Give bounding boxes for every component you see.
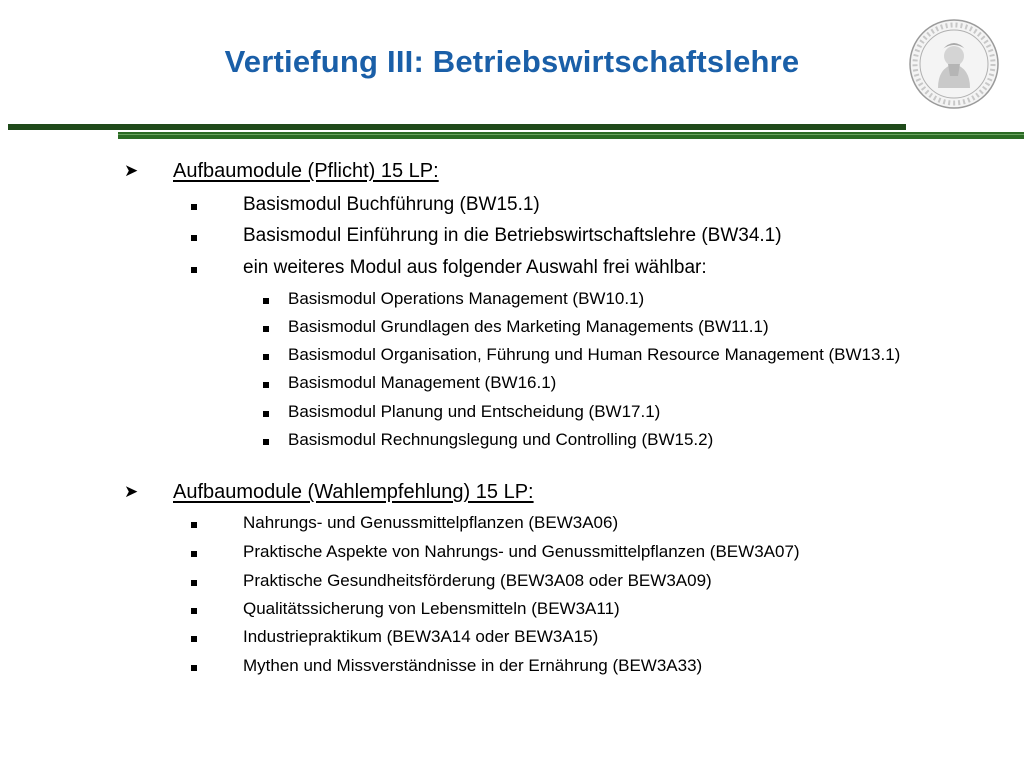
square-bullet-icon bbox=[263, 373, 269, 393]
header-rule-light bbox=[118, 132, 1024, 139]
arrow-bullet-icon: ➤ bbox=[124, 161, 139, 180]
square-bullet-icon bbox=[191, 627, 197, 647]
slide-title: Vertiefung III: Betriebswirtschaftslehre bbox=[224, 44, 800, 79]
square-bullet-icon bbox=[191, 194, 197, 216]
square-bullet-icon bbox=[263, 317, 269, 337]
arrow-bullet-icon: ➤ bbox=[124, 482, 139, 501]
header-rule-dark bbox=[8, 124, 906, 130]
square-bullet-icon bbox=[191, 257, 197, 279]
square-bullet-icon bbox=[263, 402, 269, 422]
square-bullet-icon bbox=[191, 542, 197, 562]
square-bullet-icon bbox=[191, 599, 197, 619]
square-bullet-icon bbox=[191, 513, 197, 533]
square-bullet-icon bbox=[263, 430, 269, 450]
square-bullet-icon bbox=[263, 289, 269, 309]
square-bullet-icon bbox=[191, 571, 197, 591]
square-bullet-icon bbox=[191, 225, 197, 247]
university-seal-icon bbox=[908, 18, 1000, 110]
square-bullet-icon bbox=[263, 345, 269, 365]
square-bullet-icon bbox=[191, 656, 197, 676]
